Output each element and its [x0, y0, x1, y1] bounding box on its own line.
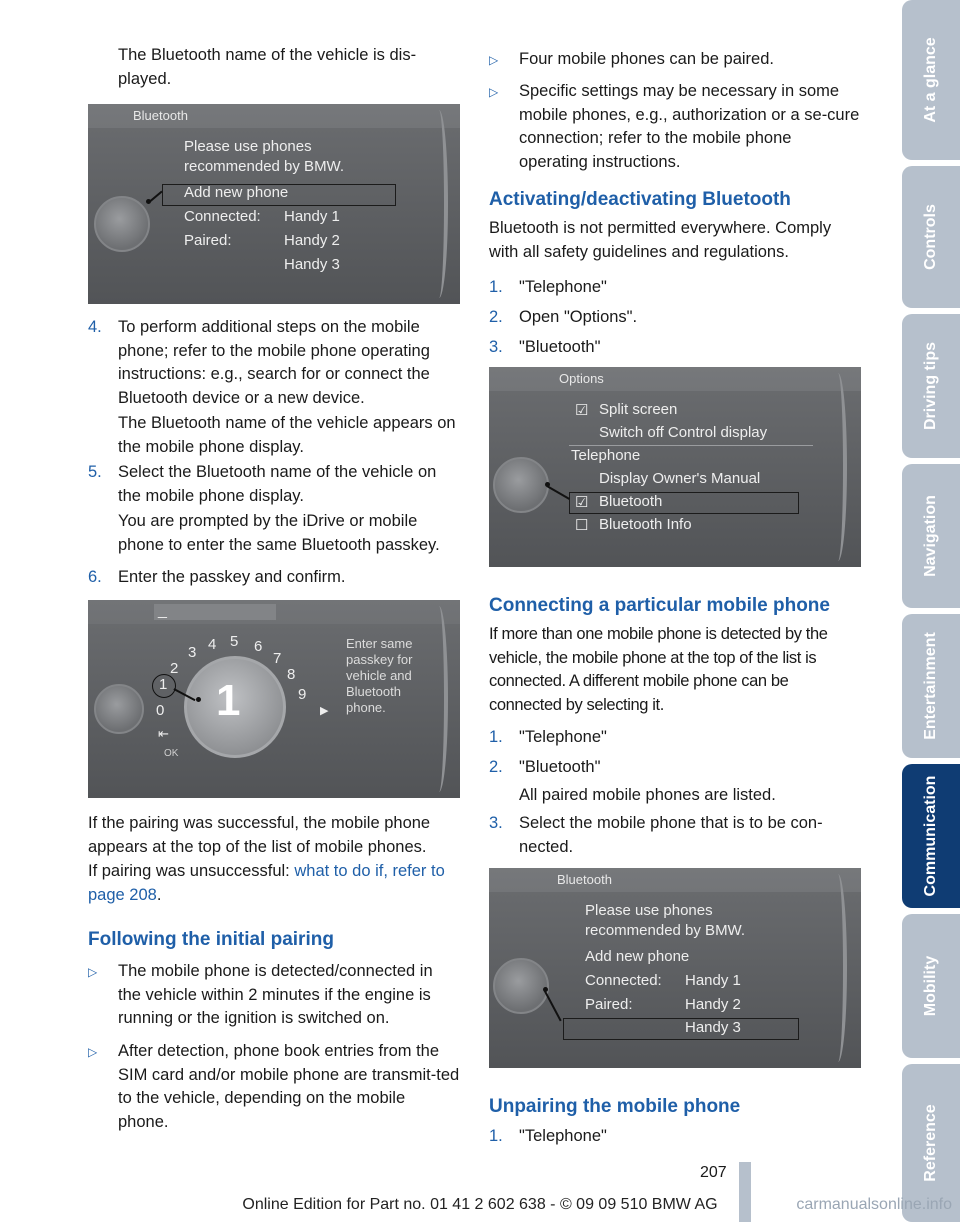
tab-at-a-glance[interactable]: At a glance [902, 0, 960, 160]
tab-communication[interactable]: Communication [902, 764, 960, 908]
step-4-text: To perform additional steps on the mobile phone; refer to the mobile phone operating instructions: e.g., search for or connect the Bluetooth device or a new device. [118, 318, 430, 407]
bluetooth-list-screen-image: Bluetooth Please use phones recommended by BMW. Add new phone Connected: Handy 1 Paired: Handy 2 Handy 3 [489, 868, 861, 1068]
handy-3-item: Handy 3 [685, 1019, 741, 1036]
bullet-text: Specific settings may be necessary in some mobile phones, e.g., authorization or a se-cure connection; refer to the mobile phone operating instructions. [519, 82, 860, 171]
step-5-text: Select the Bluetooth name of the vehicle on the mobile phone display. [118, 463, 437, 505]
bullet-icon: ▷ [88, 1045, 98, 1059]
tab-reference[interactable]: Reference [902, 1064, 960, 1222]
connecting-phone-text: If more than one mobile phone is detected by the vehicle, the mobile phone at the top of the list is connected. A different mobile phone can be connected by selecting it. [489, 625, 828, 714]
tab-navigation[interactable]: Navigation [902, 464, 960, 608]
tab-mobility[interactable]: Mobility [902, 914, 960, 1058]
tab-entertainment[interactable]: Entertainment [902, 614, 960, 758]
footer-text: Online Edition for Part no. 01 41 2 602 638 - © 09 09 510 BMW AG [242, 1196, 718, 1213]
watermark: carmanualsonline.info [796, 1196, 952, 1213]
add-new-phone-item: Add new phone [184, 184, 289, 201]
selected-digit: 1 [216, 676, 241, 725]
bullet-icon: ▷ [489, 85, 499, 99]
step-6-text: Enter the passkey and confirm. [118, 568, 346, 586]
bluetooth-option: Bluetooth [599, 493, 663, 510]
pairing-fail-text: If pairing was unsuccessful: what to do if, refer to page 208. [88, 862, 445, 904]
bullet-text: Four mobile phones can be paired. [519, 50, 774, 68]
bullet-icon: ▷ [489, 53, 499, 67]
following-initial-pairing-heading: Following the initial pairing [88, 929, 334, 950]
page-208-link[interactable]: what to do if, refer to page 208 [88, 862, 445, 904]
bullet-text: After detection, phone book entries from the SIM card and/or mobile phone are transmit-ted to the vehicle, depending on the mobile phone. [118, 1042, 460, 1131]
tab-driving-tips[interactable]: Driving tips [902, 314, 960, 458]
unpairing-phone-heading: Unpairing the mobile phone [489, 1096, 741, 1117]
bullet-text: The mobile phone is detected/connected in the vehicle within 2 minutes if the engine is running or the ignition is switched on. [118, 962, 433, 1027]
options-screen-image: Options ☑ Split screen Switch off Control display Telephone Display Owner's Manual ☑ Bluetooth ☐ Bluetooth Info [489, 367, 861, 567]
connecting-phone-heading: Connecting a particular mobile phone [489, 595, 830, 616]
bluetooth-screen-image: Bluetooth Please use phones recommended by BMW. Add new phone Connected: Handy 1 Paired: Handy 2 Handy 3 [88, 104, 460, 304]
page-number: 207 [700, 1164, 727, 1181]
bullet-icon: ▷ [88, 965, 98, 979]
screen-title: Options [559, 371, 604, 386]
tab-controls[interactable]: Controls [902, 166, 960, 308]
screen-title: Bluetooth [133, 108, 188, 123]
bluetooth-permission-text: Bluetooth is not permitted everywhere. Comply with all safety guidelines and regulations. [489, 219, 832, 261]
highlight-box [563, 1018, 799, 1040]
pairing-success-text: If the pairing was successful, the mobile phone appears at the top of the list of mobile phones. [88, 814, 431, 856]
step-5-note: You are prompted by the iDrive or mobile phone to enter the same Bluetooth passkey. [118, 512, 440, 554]
intro-text: The Bluetooth name of the vehicle is dis- played. [118, 46, 417, 88]
screen-title: Bluetooth [557, 872, 612, 887]
step-4-note: The Bluetooth name of the vehicle appears on the mobile phone display. [118, 414, 456, 456]
passkey-screen-image: _ 1 0 1 2 3 4 5 6 7 8 9 ⇤ OK ▶ Enter same passkey for vehicle and Bluetooth phone. [88, 600, 460, 798]
activating-bluetooth-heading: Activating/deactivating Bluetooth [489, 189, 791, 210]
